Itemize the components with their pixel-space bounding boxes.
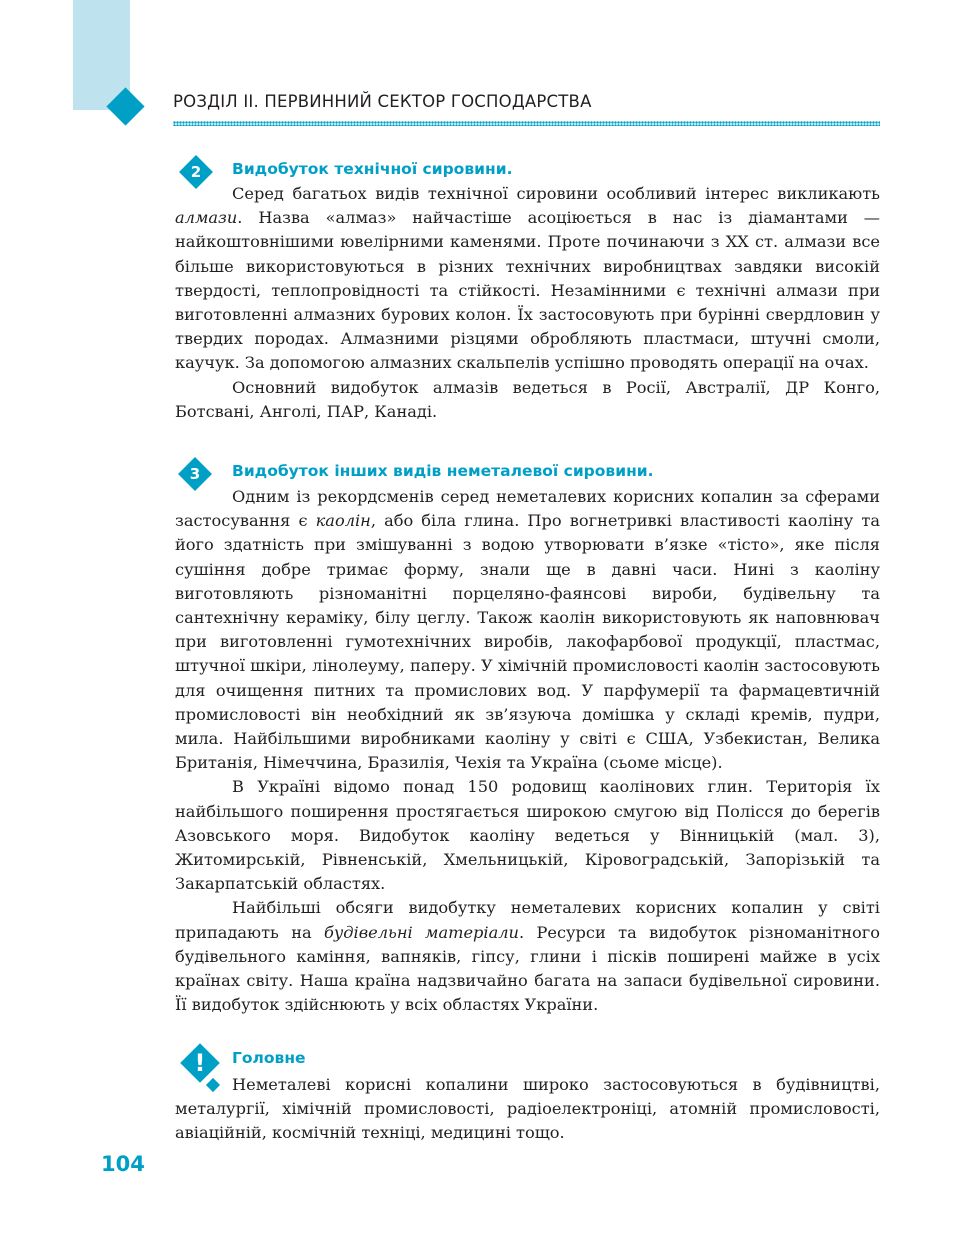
section-number: 3 (189, 465, 201, 483)
text-run: , або біла глина. Про вогнетривкі властивості каоліну та його здатність при змішуванні з водою утворювати в’язке «тісто», яке після сушіння добре тримає форму, знали ще в давні часи. Нині з каоліну виготовляють різноманітні порцеляно-фаянсові вироби, будівельну та сантехнічну кераміку, білу цеглу. Також каолін використовують як наповнювач при виготовленні гумотехнічних виробів, лакофарбової продукції, пластмас, штучної шкіри, лінолеуму, паперу. У хімічній промисловості каолін застосовують для очищення питних та промислових вод. У парфумерії та фармацевтичній промисловості він необхідний як зв’язуюча домішка у складі кремів, пудри, мила. Найбільшими виробниками каоліну у світі є США, Узбекистан, Велика Британія, Німеччина, Бразилія, Чехія та Україна (сьоме місце). (175, 511, 880, 773)
section-body (175, 182, 880, 424)
italic-term: алмази (175, 208, 238, 228)
text-run: Одним із рекордсменів серед неметалевих корисних копалин за сферами застосування є (175, 487, 880, 531)
section-body (175, 485, 880, 1017)
text-run: В Україні відомо понад 150 родовищ каолінових глин. Територія їх найбільшого поширення простягається широкою смугою від Полісся до берегів Азовського моря. Видобуток каоліну ведеться у Вінницькій (мал. 3), Житомирській, Рівненській, Хмельницькій, Кіровоградській, Запорізькій та Закарпатській областях. (175, 777, 880, 894)
text-run: Серед багатьох видів технічної сировини особливий інтерес викликають (232, 184, 880, 203)
exclamation-icon: ! (194, 1049, 206, 1077)
text-run: Найбільші обсяги видобутку неметалевих корисних копалин у світі припадають на (175, 898, 880, 942)
summary-heading: Головне (232, 1049, 306, 1067)
running-header: РОЗДІЛ II. ПЕРВИННИЙ СЕКТОР ГОСПОДАРСТВА (173, 92, 592, 111)
paragraph (175, 182, 880, 376)
header-dotted-rule (173, 121, 880, 126)
paragraph (175, 485, 880, 775)
text-run: . Назва «алмаз» найчастіше асоціюється в нас із діамантами — найкоштовнішими ювелірними каменями. Проте починаючи з XX ст. алмази все більше використовуються в різних технічних виробництвах завдяки високій твердості, теплопровідності та стійкості. Незамінними є технічні алмази при виготовленні алмазних бурових колон. Їх застосовують при бурінні свердловин у твердих породах. Алмазними різцями обробляють пластмаси, штучні смоли, каучук. За допомогою алмазних скальпелів успішно проводять операції на очах. (175, 208, 880, 373)
italic-term: будівельні матеріали (324, 922, 519, 942)
section-number: 2 (190, 163, 202, 181)
italic-term: каолін (315, 511, 371, 531)
summary-body (175, 1073, 880, 1146)
paragraph (175, 896, 880, 1017)
paragraph (175, 775, 880, 896)
paragraph (175, 376, 880, 424)
text-run: . Ресурси та видобуток різноманітного будівельного каміння, вапняків, гіпсу, глини і пісків поширені майже в усіх країнах світу. Наша країна надзвичайно багата на запаси будівельної сировини. Її видобуток здійснюють у всіх областях України. (175, 922, 880, 1015)
page-number: 104 (101, 1152, 145, 1176)
summary-text: Неметалеві корисні копалини широко застосовуються в будівництві, металургії, хімічній промисловості, радіоелектроніці, атомній промисловості, авіаційній, космічній техніці, медицині тощо. (175, 1075, 880, 1143)
section-heading: Видобуток технічної сировини. (232, 160, 513, 178)
section-heading: Видобуток інших видів неметалевої сировини. (232, 462, 654, 480)
text-run: Основний видобуток алмазів ведеться в Росії, Австралії, ДР Конго, Ботсвані, Анголі, ПАР, Канаді. (175, 377, 880, 421)
